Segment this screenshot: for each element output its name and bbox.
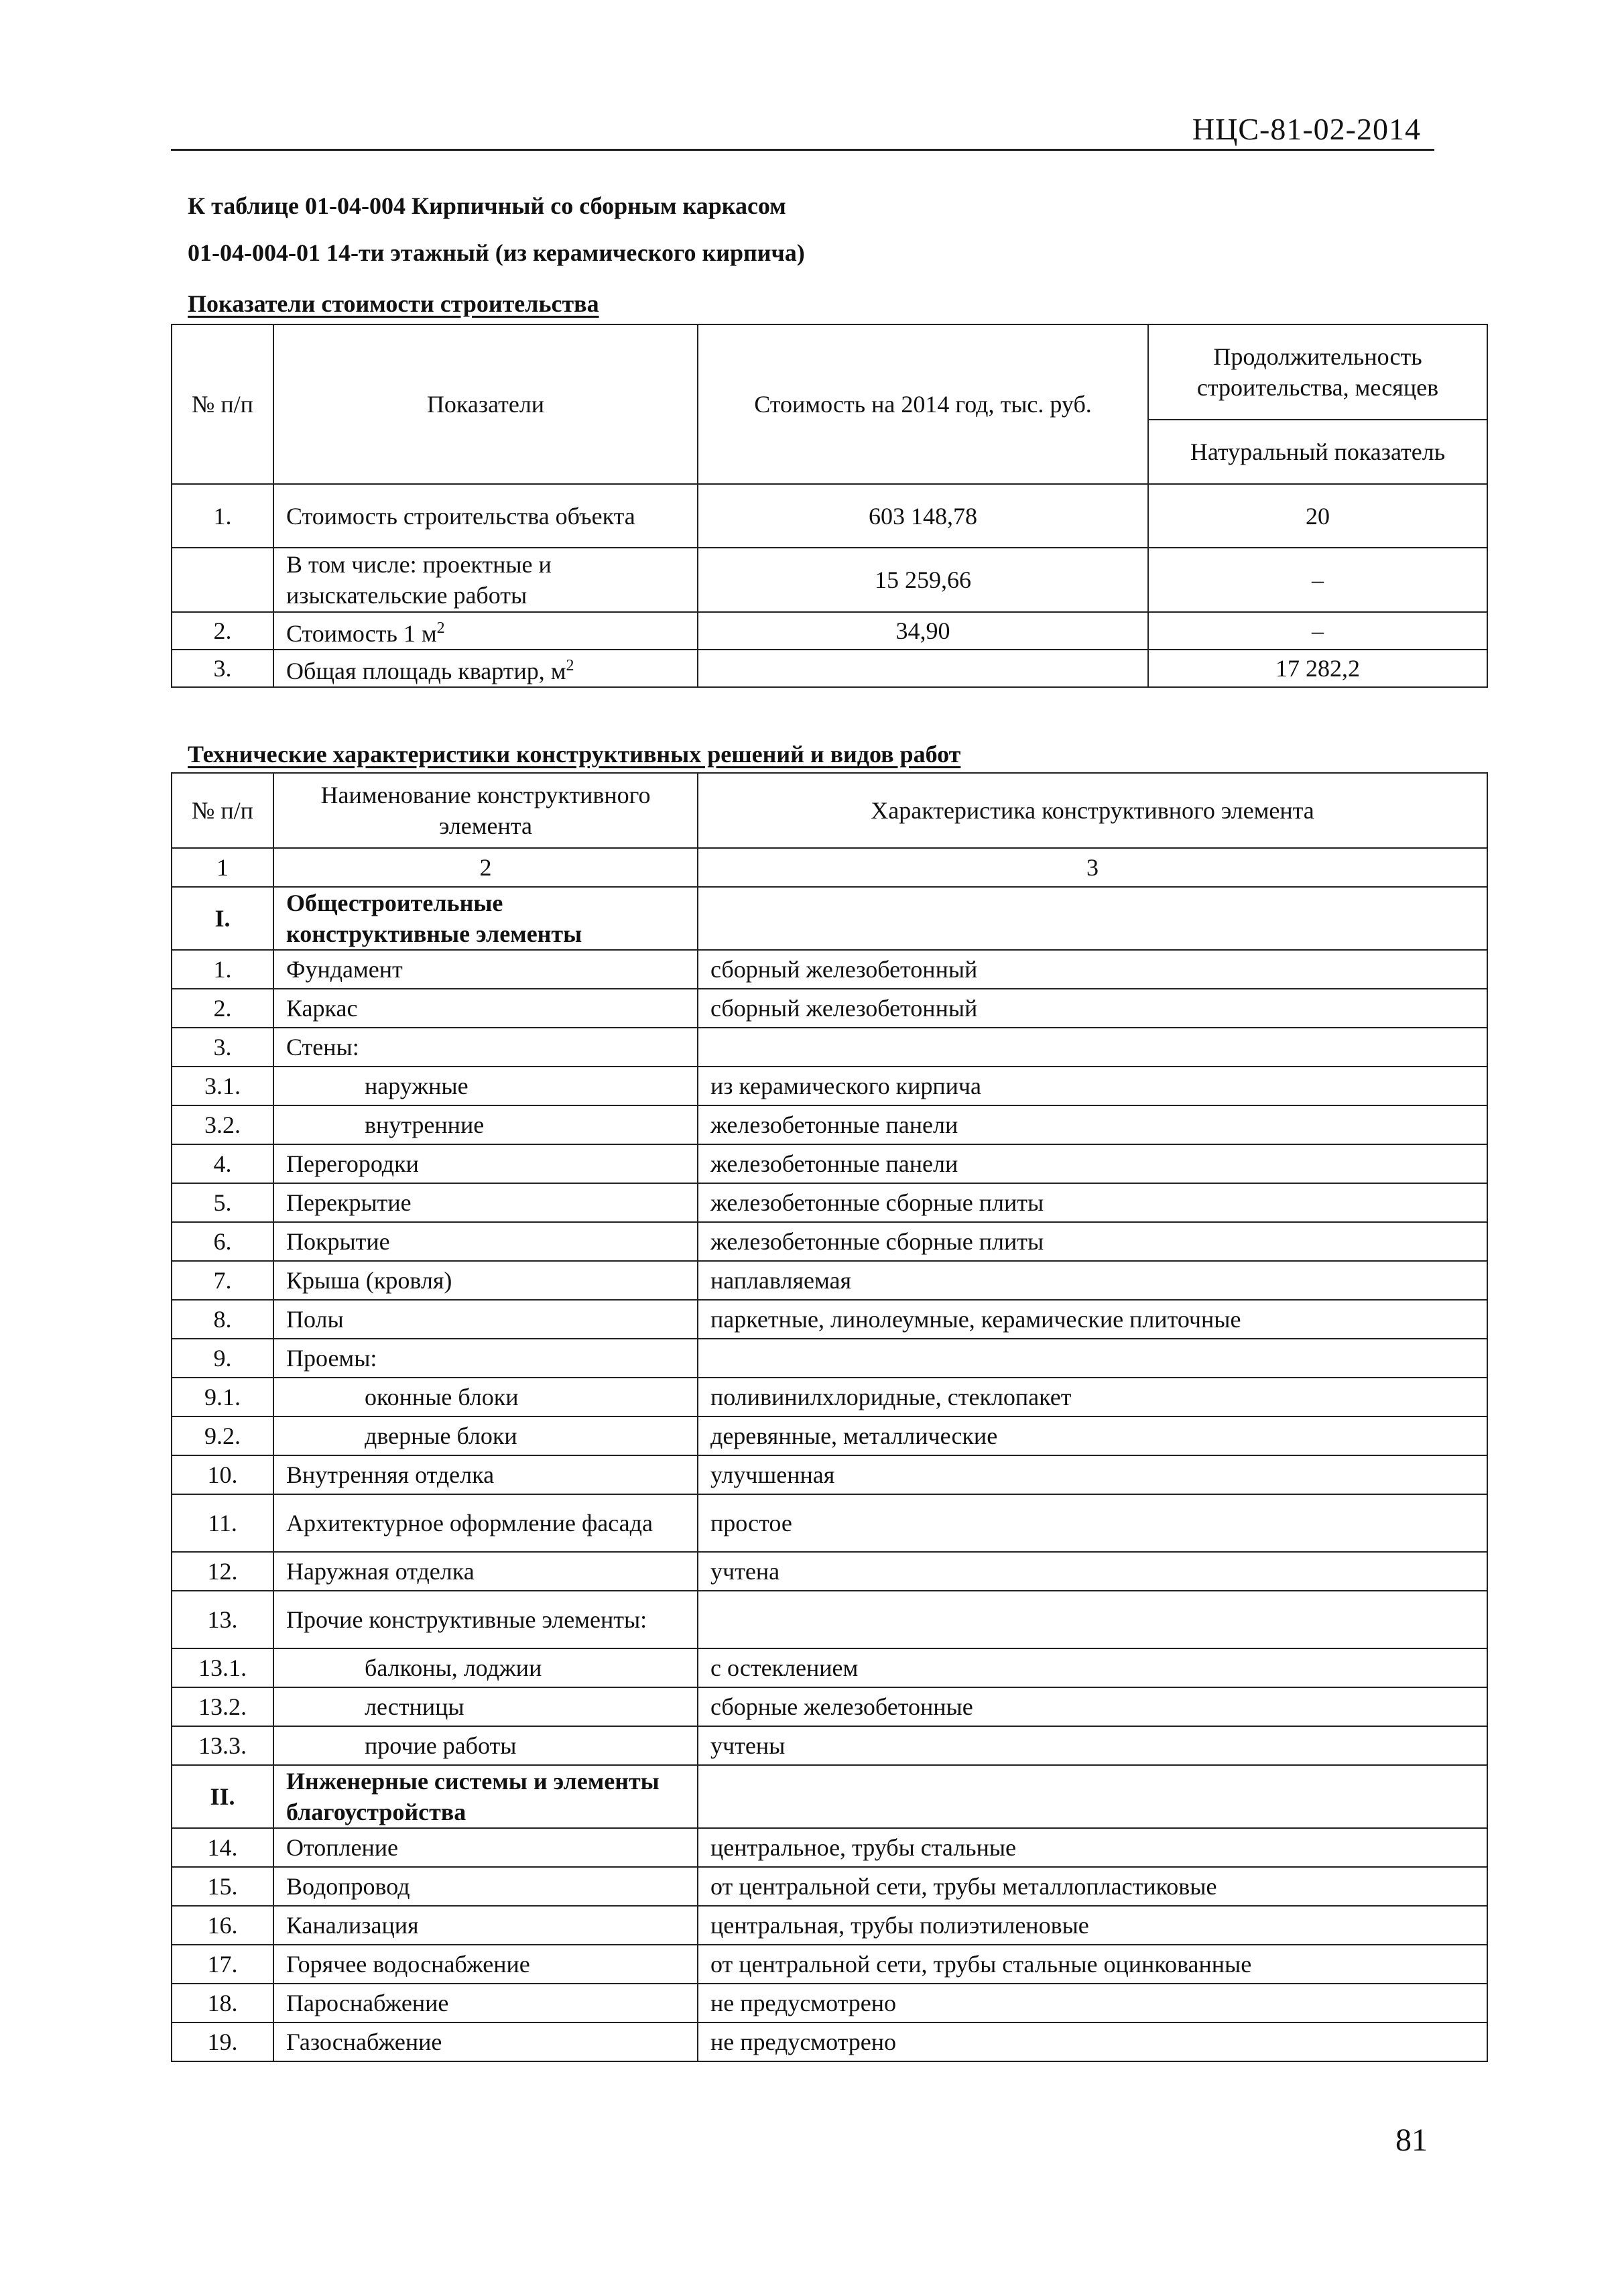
cell-name: наружные bbox=[273, 1067, 698, 1105]
table-row bbox=[172, 1648, 1487, 1687]
col-number-1: 1 bbox=[172, 848, 273, 887]
table-row bbox=[172, 1378, 1487, 1416]
header-duration: Продолжительность строительства, месяцев bbox=[1148, 324, 1487, 420]
cost-row bbox=[172, 548, 1487, 612]
cost-row bbox=[172, 650, 1487, 687]
cell-desc: железобетонные панели bbox=[698, 1144, 1487, 1183]
header-natural: Натуральный показатель bbox=[1148, 420, 1487, 484]
indicator-text: В том числе: проектные и изыскательские работы bbox=[286, 551, 552, 609]
cell-name: Газоснабжение bbox=[273, 2022, 698, 2061]
cell-desc: от центральной сети, трубы стальные оцинкованные bbox=[698, 1945, 1487, 1984]
table-row bbox=[172, 989, 1487, 1028]
cell-num: 15. bbox=[172, 1867, 273, 1906]
header-indicator: Показатели bbox=[273, 324, 698, 484]
header-name: Наименование конструктивного элемента bbox=[273, 773, 698, 848]
cell-num: 3. bbox=[172, 650, 273, 687]
cell-name: Фундамент bbox=[273, 950, 698, 989]
table-row bbox=[172, 1339, 1487, 1378]
cell-desc: деревянные, металлические bbox=[698, 1416, 1487, 1455]
cell-num: II. bbox=[172, 1765, 273, 1828]
cell-num: 3.1. bbox=[172, 1067, 273, 1105]
header-num: № п/п bbox=[172, 324, 273, 484]
table-row bbox=[172, 2022, 1487, 2061]
table-row bbox=[172, 1867, 1487, 1906]
cost-row bbox=[172, 612, 1487, 650]
cell-num bbox=[172, 548, 273, 612]
table-row bbox=[172, 1222, 1487, 1261]
table-row bbox=[172, 1828, 1487, 1867]
cell-desc: сборные железобетонные bbox=[698, 1687, 1487, 1726]
cell-name: Стены: bbox=[273, 1028, 698, 1067]
cell-indicator bbox=[273, 484, 698, 548]
cell-name: Каркас bbox=[273, 989, 698, 1028]
table-row bbox=[172, 1494, 1487, 1552]
cell-name: Полы bbox=[273, 1300, 698, 1339]
cell-cost: 603 148,78 bbox=[698, 484, 1148, 548]
cell-num: 19. bbox=[172, 2022, 273, 2061]
cell-desc: из керамического кирпича bbox=[698, 1067, 1487, 1105]
table-row bbox=[172, 1067, 1487, 1105]
cell-desc bbox=[698, 887, 1487, 950]
table-row bbox=[172, 1687, 1487, 1726]
cell-num: 2. bbox=[172, 989, 273, 1028]
cell-num: 2. bbox=[172, 612, 273, 650]
cell-num: 9.1. bbox=[172, 1378, 273, 1416]
table-row bbox=[172, 1726, 1487, 1765]
col-number-3: 3 bbox=[698, 848, 1487, 887]
cell-cost: 34,90 bbox=[698, 612, 1148, 650]
cell-num: 10. bbox=[172, 1455, 273, 1494]
cell-num: 3. bbox=[172, 1028, 273, 1067]
cell-num: 14. bbox=[172, 1828, 273, 1867]
cost-indicators-table bbox=[171, 324, 1488, 688]
header-num: № п/п bbox=[172, 773, 273, 848]
indicator-text: Стоимость 1 м bbox=[286, 620, 437, 647]
cell-name: оконные блоки bbox=[273, 1378, 698, 1416]
cell-desc: с остеклением bbox=[698, 1648, 1487, 1687]
cell-num: 12. bbox=[172, 1552, 273, 1591]
cell-indicator bbox=[273, 548, 698, 612]
cell-name: Перегородки bbox=[273, 1144, 698, 1183]
cell-num: 17. bbox=[172, 1945, 273, 1984]
table-row bbox=[172, 1261, 1487, 1300]
cost-section-caption: Показатели стоимости строительства bbox=[188, 290, 599, 317]
cell-num: 11. bbox=[172, 1494, 273, 1552]
cell-desc: железобетонные сборные плиты bbox=[698, 1222, 1487, 1261]
col-number-2: 2 bbox=[273, 848, 698, 887]
cost-header-row bbox=[172, 324, 1487, 420]
cell-cost bbox=[698, 650, 1148, 687]
technical-characteristics-table bbox=[171, 772, 1488, 2062]
cell-num: 9.2. bbox=[172, 1416, 273, 1455]
cell-desc: не предусмотрено bbox=[698, 1984, 1487, 2022]
cell-name: внутренние bbox=[273, 1105, 698, 1144]
table-reference-heading: К таблице 01-04-004 Кирпичный со сборным каркасом bbox=[188, 192, 786, 219]
cell-desc: учтены bbox=[698, 1726, 1487, 1765]
cell-name: Водопровод bbox=[273, 1867, 698, 1906]
table-row bbox=[172, 1455, 1487, 1494]
cell-desc: паркетные, линолеумные, керамические плиточные bbox=[698, 1300, 1487, 1339]
cell-name: Прочие конструктивные элементы: bbox=[273, 1591, 698, 1648]
table-row bbox=[172, 1105, 1487, 1144]
table-row bbox=[172, 1028, 1487, 1067]
cell-duration: – bbox=[1148, 612, 1487, 650]
cell-num: 13.3. bbox=[172, 1726, 273, 1765]
cell-desc: простое bbox=[698, 1494, 1487, 1552]
tech-section-caption: Технические характеристики конструктивных решений и видов работ bbox=[188, 741, 961, 768]
cell-desc: улучшенная bbox=[698, 1455, 1487, 1494]
cell-desc: учтена bbox=[698, 1552, 1487, 1591]
item-heading: 01-04-004-01 14-ти этажный (из керамического кирпича) bbox=[188, 239, 805, 266]
cell-name: Горячее водоснабжение bbox=[273, 1945, 698, 1984]
cell-name: Общестроительные конструктивные элементы bbox=[273, 887, 698, 950]
cell-duration: 20 bbox=[1148, 484, 1487, 548]
cell-num: 18. bbox=[172, 1984, 273, 2022]
table-row bbox=[172, 1552, 1487, 1591]
cell-name: Отопление bbox=[273, 1828, 698, 1867]
table-row bbox=[172, 1906, 1487, 1945]
cell-desc: железобетонные панели bbox=[698, 1105, 1487, 1144]
section-row bbox=[172, 1765, 1487, 1828]
cost-row bbox=[172, 484, 1487, 548]
cell-desc: центральная, трубы полиэтиленовые bbox=[698, 1906, 1487, 1945]
cell-num: 1. bbox=[172, 484, 273, 548]
document-code: НЦС-81-02-2014 bbox=[1192, 112, 1421, 146]
cell-name: Покрытие bbox=[273, 1222, 698, 1261]
cell-num: 13.1. bbox=[172, 1648, 273, 1687]
cell-name: Архитектурное оформление фасада bbox=[273, 1494, 698, 1552]
cell-desc bbox=[698, 1591, 1487, 1648]
cell-duration: 17 282,2 bbox=[1148, 650, 1487, 687]
table-row bbox=[172, 1300, 1487, 1339]
tech-column-number-row bbox=[172, 848, 1487, 887]
page-number: 81 bbox=[1395, 2122, 1428, 2158]
cell-name: лестницы bbox=[273, 1687, 698, 1726]
cell-num: 6. bbox=[172, 1222, 273, 1261]
cell-desc: центральное, трубы стальные bbox=[698, 1828, 1487, 1867]
cell-desc: сборный железобетонный bbox=[698, 950, 1487, 989]
cell-name: Проемы: bbox=[273, 1339, 698, 1378]
cell-name: прочие работы bbox=[273, 1726, 698, 1765]
cell-name: Крыша (кровля) bbox=[273, 1261, 698, 1300]
cell-desc: сборный железобетонный bbox=[698, 989, 1487, 1028]
cell-num: 13.2. bbox=[172, 1687, 273, 1726]
cell-desc bbox=[698, 1339, 1487, 1378]
cell-desc: железобетонные сборные плиты bbox=[698, 1183, 1487, 1222]
cell-num: 5. bbox=[172, 1183, 273, 1222]
cell-num: I. bbox=[172, 887, 273, 950]
table-row bbox=[172, 1591, 1487, 1648]
cell-indicator bbox=[273, 650, 698, 687]
cell-desc: не предусмотрено bbox=[698, 2022, 1487, 2061]
cell-name: Внутренняя отделка bbox=[273, 1455, 698, 1494]
cell-duration: – bbox=[1148, 548, 1487, 612]
tech-header-row bbox=[172, 773, 1487, 848]
header-cost: Стоимость на 2014 год, тыс. руб. bbox=[698, 324, 1148, 484]
unit-superscript: 2 bbox=[566, 657, 574, 674]
table-row bbox=[172, 1183, 1487, 1222]
cell-name: Пароснабжение bbox=[273, 1984, 698, 2022]
cell-desc: от центральной сети, трубы металлопластиковые bbox=[698, 1867, 1487, 1906]
cell-name: Канализация bbox=[273, 1906, 698, 1945]
cell-cost: 15 259,66 bbox=[698, 548, 1148, 612]
cell-num: 1. bbox=[172, 950, 273, 989]
unit-superscript: 2 bbox=[436, 619, 445, 637]
table-row bbox=[172, 950, 1487, 989]
table-row bbox=[172, 1945, 1487, 1984]
cell-name: Перекрытие bbox=[273, 1183, 698, 1222]
indicator-text: Общая площадь квартир, м bbox=[286, 658, 566, 684]
table-row bbox=[172, 1144, 1487, 1183]
header-rule bbox=[171, 149, 1434, 151]
cell-name: Инженерные системы и элементы благоустройства bbox=[273, 1765, 698, 1828]
indicator-text: Стоимость строительства объекта bbox=[286, 502, 635, 530]
section-row bbox=[172, 887, 1487, 950]
cell-desc bbox=[698, 1765, 1487, 1828]
cell-num: 9. bbox=[172, 1339, 273, 1378]
cell-num: 8. bbox=[172, 1300, 273, 1339]
table-row bbox=[172, 1984, 1487, 2022]
cell-num: 4. bbox=[172, 1144, 273, 1183]
cell-indicator bbox=[273, 612, 698, 650]
cell-name: дверные блоки bbox=[273, 1416, 698, 1455]
cell-num: 16. bbox=[172, 1906, 273, 1945]
cell-name: Наружная отделка bbox=[273, 1552, 698, 1591]
cell-num: 7. bbox=[172, 1261, 273, 1300]
cell-num: 13. bbox=[172, 1591, 273, 1648]
table-row bbox=[172, 1416, 1487, 1455]
cell-desc: наплавляемая bbox=[698, 1261, 1487, 1300]
cell-desc bbox=[698, 1028, 1487, 1067]
cell-name: балконы, лоджии bbox=[273, 1648, 698, 1687]
header-desc: Характеристика конструктивного элемента bbox=[698, 773, 1487, 848]
cell-num: 3.2. bbox=[172, 1105, 273, 1144]
cell-desc: поливинилхлоридные, стеклопакет bbox=[698, 1378, 1487, 1416]
